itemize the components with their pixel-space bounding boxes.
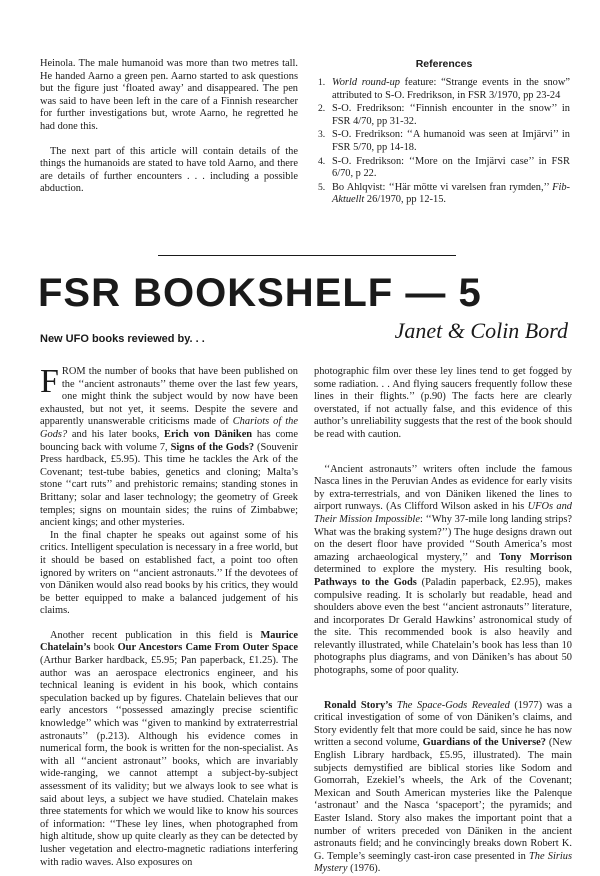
review-paragraph: photographic film over these ley lines tend to get fogged by some radiation. . . And flying saucers frequently follow these lines in their flights.’’ (p.90) The facts here are clearly overstated, if not actually false, and this evidence of this author’s unreliability suggests that the rest of the book should be read with caution. bbox=[314, 366, 572, 440]
reference-item: 3. S-O. Fredrikson: ‘‘A humanoid was seen at Imjärvi’’ in FSR 5/70, pp 14-18. bbox=[318, 129, 570, 153]
drop-cap: F bbox=[40, 363, 59, 400]
left-column bbox=[40, 363, 298, 869]
review-paragraph: FROM the number of books that have been published on the ‘‘ancient astronauts’’ theme over the last few years, one might think the subject would by now have been exhausted, but not yet, it seems. Despite the severe and apparently unanswerable criticisms made of Chariots of the Gods? and his later books, Erich von Däniken has come bouncing back with volume 7, Signs of the Gods? (Souvenir Press hardback, £5.95). This time he tackles the Ark of the Covenant; test-tube babies, genetics and cloning; Malta’s stone ‘‘cart ruts’’ and prehistoric remains; standing stones in Brittany; solar and laser technology; the geometry of Greek temples; signs on mountain sides; the ruins of Zimbabwe; ancient kings; and other mysteries. bbox=[40, 363, 298, 529]
article-continuation bbox=[40, 58, 298, 196]
reference-item: 2. S-O. Fredrikson: ‘‘Finnish encounter in the snow’’ in FSR 4/70, pp 31-32. bbox=[318, 103, 570, 127]
reference-item: 5. Bo Ahlqvist: ‘‘Här mötte vi varelsen fran rymden,’’ Fib-Aktuellt 26/1970, pp 12-15. bbox=[318, 181, 570, 206]
section-divider bbox=[158, 255, 456, 256]
continuation-paragraph-2: The next part of this article will contain details of the things the humanoids are stated to have told Aarno, and there are details of further encounters . . . including a possible abduction. bbox=[40, 145, 298, 195]
references-list bbox=[318, 77, 570, 207]
review-paragraph: Another recent publication in this field is Maurice Chatelain’s book Our Ancestors Came From Outer Space (Arthur Barker hardback, £5.95; Pan paperback, £1.25). The author was an aerospace electronics engineer, and his technical leaning is evident in his book, which contains speculation backed up by figures. Chatelain believes that our early ancestors ‘‘possessed amazingly precise scientific knowledge’’ which was ‘‘given to mankind by extraterrestrial astronauts’’ (p.213). Although his evidence comes in numerical form, the book is written for the non-specialist. As with all ‘‘ancient astronaut’’ books, which are invariably wide-ranging, we cannot attempt a subject-by-subject assessment of its validity; but we always look to see what is said about leys, a subject we have studied. Chatelain makes three statements for which we would like to know his sources of information: ‘‘These ley lines, when photographed from high altitude, show up quite clearly as they can be detected by lusher vegetation and electro-magnetic radiations interfering with radio waves. Also exposures on bbox=[40, 629, 298, 868]
reference-item: 4. S-O. Fredrikson: ‘‘More on the Imjärvi case’’ in FSR 6/70, p 22. bbox=[318, 155, 570, 180]
continuation-paragraph-1: Heinola. The male humanoid was more than two metres tall. He handed Aarno a green pen. Aarno started to ask questions but the figure just ‘floated away’ and disappeared. The pen was said to have been left in the care of a Finnish researcher for further investigations but, wrote Aarno, he regretted he had done this. bbox=[40, 58, 298, 132]
page-title: FSR BOOKSHELF — 5 bbox=[38, 271, 482, 315]
author-byline: Janet & Colin Bord bbox=[394, 318, 568, 343]
review-paragraph: ‘‘Ancient astronauts’’ writers often include the famous Nasca lines in the Peruvian Andes as evidence for early visits by extra-terrestrials, and von Däniken likened the lines to airport runways. (As Clifford Wilson asked in his UFOs and Their Mission Impossible: ‘‘Why 37-mile long landing strips? What was the braking system?’’) The huge designs drawn out on the desert floor have provided ‘‘South America’s most amazing archaeological mystery,’’ and Tony Morrison determined to explore the mystery. His resulting book, Pathways to the Gods (Paladin paperback, £2.95), makes compulsive reading. It is scholarly but readable, head and shoulders above even the best ‘‘ancient astronauts’’ literature, and incorporates Dr Gerald Hawkins’ astronomical study of the site. This recommended book is also heavily and relevantly illustrated, while Chatelain’s book has less than 10 photographs plus diagrams, and von Däniken’s has about 50 photographs, some of poor quality. bbox=[314, 463, 573, 677]
right-column bbox=[314, 366, 572, 876]
section-subhead: New UFO books reviewed by. . . bbox=[40, 333, 205, 345]
reference-item: 1. World round-up feature: “Strange events in the snow” attributed to S-O. Fredrikson, in FSR 3/1970, pp 23-24 bbox=[318, 77, 570, 101]
review-paragraph: Ronald Story’s The Space-Gods Revealed (1977) was a critical investigation of some of von Däniken’s claims, and Story evidently felt that more could be said, since he has now written a second volume, Guardians of the Universe? (New English Library hardback, £5.95, illustrated). The main subjects demystified are biblical stories like Sodom and Gomorrah, Ezekiel’s wheels, the Ark of the Covenant; Mexican and South American mysteries like the Palenque ‘astronaut’ and the Nasca ‘spaceport’; the pyramids; and Easter Island. Story also makes the important point that a number of writers preceded von Däniken in the ancient astronauts field; and he convincingly breaks down Robert K. G. Temple’s seemingly cast-iron case presented in The Sirius Mystery (1976). bbox=[314, 699, 573, 875]
review-paragraph: In the final chapter he speaks out against some of his critics. Intelligent speculation is necessary in a free world, but it should be based on established fact, a point too often ignored by writers on ‘‘ancient astronauts.’’ If the devotees of von Däniken would also read books by his critics, they would be better equipped to make a balanced judgement of his claims. bbox=[40, 529, 298, 617]
references-heading: References bbox=[415, 58, 473, 70]
references-box bbox=[318, 58, 570, 208]
